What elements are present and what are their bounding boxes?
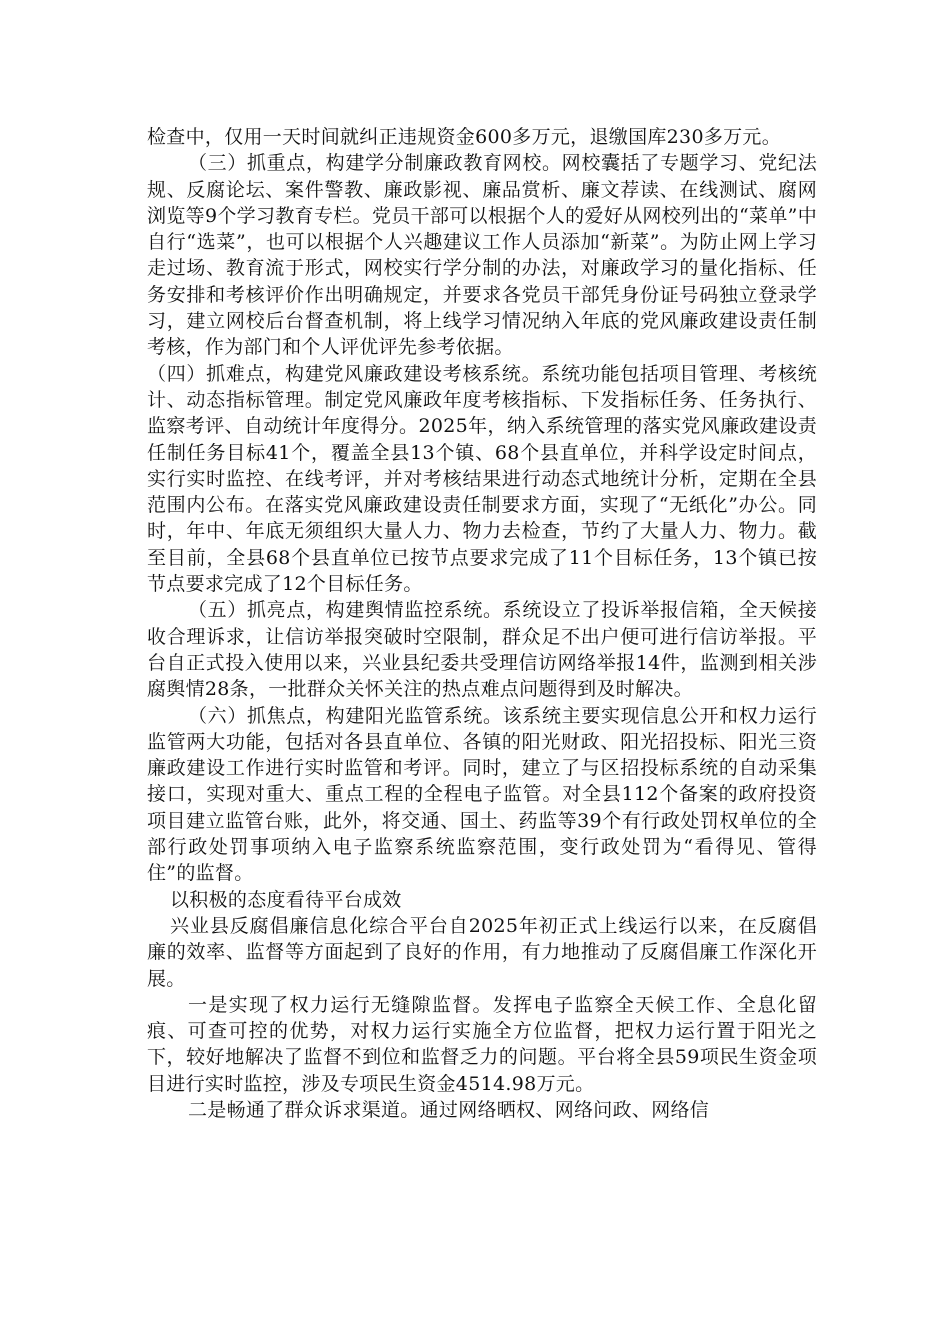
paragraph-section-5: （五）抓亮点，构建舆情监控系统。系统设立了投诉举报信箱，全天候接收合理诉求，让信访举报突破时空限制，群众足不出户便可进行信访举报。平台自正式投入使用以来，兴业县纪委共受理信访网络举报14件，监测到相关涉腐舆情28条，一批群众关怀关注的热点难点问题得到及时解决。 <box>147 599 817 701</box>
paragraph-intro: 兴业县反腐倡廉信息化综合平台自2025年初正式上线运行以来，在反腐倡廉的效率、监督等方面起到了良好的作用，有力地推动了反腐倡廉工作深化开展。 <box>147 914 817 990</box>
paragraph-section-3: （三）抓重点，构建学分制廉政教育网校。网校囊括了专题学习、党纪法规、反腐论坛、案件警教、廉政影视、廉品赏析、廉文荐读、在线测试、腐网浏览等9个学习教育专栏。党员干部可以根据个人的爱好从网校列出的“菜单”中自行“选菜”，也可以根据个人兴趣建议工作人员添加“新菜”。为防止网上学习走过场、教育流于形式，网校实行学分制的办法，对廉政学习的量化指标、任务安排和考核评价作出明确规定，并要求各党员干部凭身份证号码独立登录学习，建立网校后台督查机制，将上线学习情况纳入年底的党风廉政建设责任制考核，作为部门和个人评优评先参考依据。 <box>147 152 817 359</box>
paragraph-point-1: 一是实现了权力运行无缝隙监督。发挥电子监察全天候工作、全息化留痕、可查可控的优势，对权力运行实施全方位监督，把权力运行置于阳光之下，较好地解决了监督不到位和监督乏力的问题。平台将全县59项民生资金项目进行实时监控，涉及专项民生资金4514.98万元。 <box>147 993 817 1095</box>
paragraph-section-4: （四）抓难点，构建党风廉政建设考核系统。系统功能包括项目管理、考核统计、动态指标管理。制定党风廉政年度考核指标、下发指标任务、任务执行、监察考评、自动统计年度得分。2025年，纳入系统管理的落实党风廉政建设责任制任务目标41个，覆盖全县13个镇、68个县直单位，并科学设定时间点，实行实时监控、在线考评，并对考核结果进行动态式地统计分析，定期在全县范围内公布。在落实党风廉政建设责任制要求方面，实现了“无纸化”办公。同时，年中、年底无须组织大量人力、物力去检查，节约了大量人力、物力。截至目前，全县68个县直单位已按节点要求完成了11个目标任务，13个镇已按节点要求完成了12个目标任务。 <box>147 362 817 596</box>
section-heading: 以积极的态度看待平台成效 <box>170 888 402 911</box>
document-page <box>147 124 817 1123</box>
paragraph-continuation: 检查中，仅用一天时间就纠正违规资金600多万元，退缴国库230多万元。 <box>147 126 782 148</box>
paragraph-section-6: （六）抓焦点，构建阳光监管系统。该系统主要实现信息公开和权力运行监管两大功能，包括对各县直单位、各镇的阳光财政、阳光招投标、阳光三资廉政建设工作进行实时监管和考评。同时，建立了与区招投标系统的自动采集接口，实现对重大、重点工程的全程电子监管。对全县112个备案的政府投资项目建立监管台账，此外，将交通、国土、药监等39个有行政处罚权单位的全部行政处罚事项纳入电子监察系统监察范围，变行政处罚为“看得见、管得住”的监督。 <box>147 704 817 885</box>
paragraph-point-2: 二是畅通了群众诉求渠道。通过网络晒权、网络问政、网络信 <box>188 1098 710 1121</box>
